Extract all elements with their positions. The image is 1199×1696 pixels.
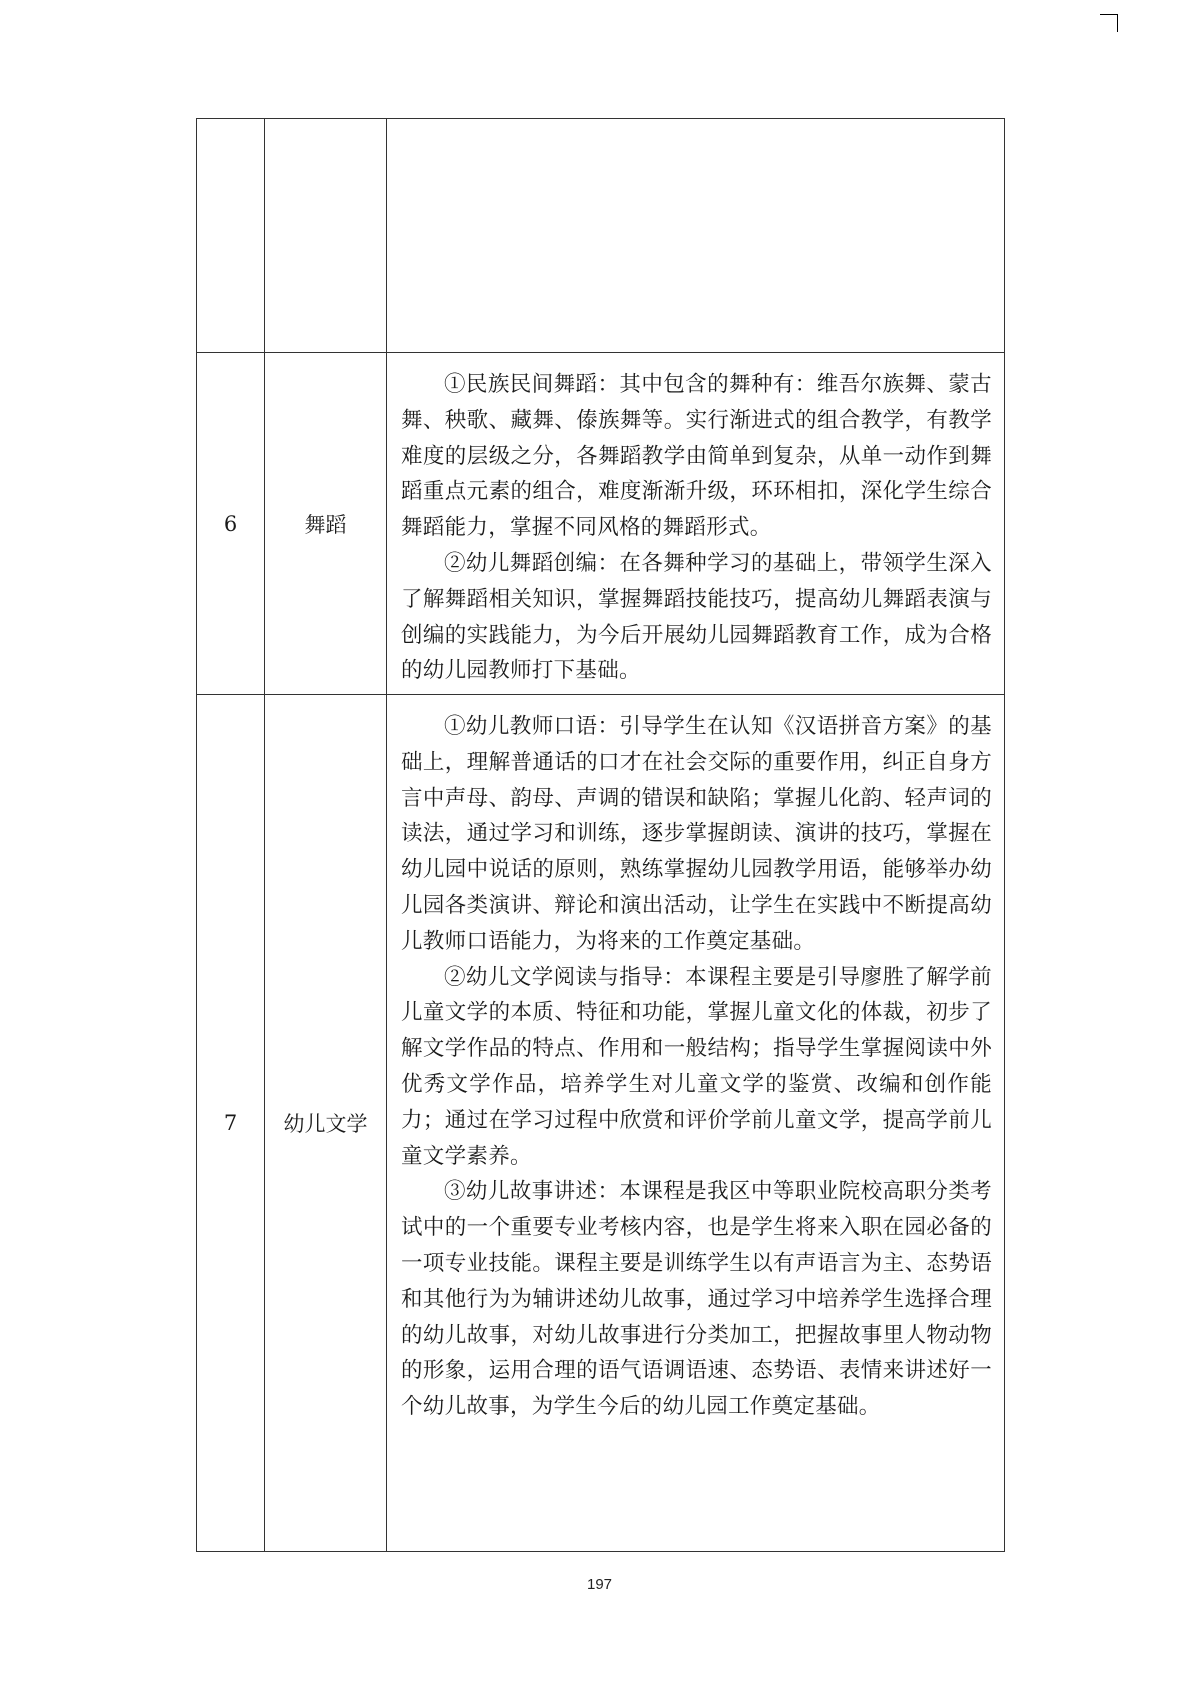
crop-mark-horizontal (1100, 14, 1118, 15)
content-paragraph: ②幼儿舞蹈创编：在各舞种学习的基础上，带领学生深入了解舞蹈相关知识，掌握舞蹈技能技巧，提高幼儿舞蹈表演与创编的实践能力，为今后开展幼儿园舞蹈教育工作，成为合格的幼儿园教师打下基础。 (401, 550, 992, 684)
course-name: 幼儿文学 (265, 695, 387, 1552)
course-table (196, 118, 1005, 1552)
content-paragraph: ②幼儿文学阅读与指导：本课程主要是引导廖胜了解学前儿童文学的本质、特征和功能，掌握儿童文化的体裁，初步了解文学作品的特点、作用和一般结构；指导学生掌握阅读中外优秀文学作品，培养学生对儿童文学的鉴赏、改编和创作能力；通过在学习过程中欣赏和评价学前儿童文学，提高学前儿童文学素养。 (401, 964, 992, 1169)
crop-mark-vertical (1117, 14, 1118, 32)
content-paragraph: ①幼儿教师口语：引导学生在认知《汉语拼音方案》的基础上，理解普通话的口才在社会交际的重要作用，纠正自身方言中声母、韵母、声调的错误和缺陷；掌握儿化韵、轻声词的读法，通过学习和训练，逐步掌握朗读、演讲的技巧，掌握在幼儿园中说话的原则，熟练掌握幼儿园教学用语，能够举办幼儿园各类演讲、辩论和演出活动，让学生在实践中不断提高幼儿教师口语能力，为将来的工作奠定基础。 (401, 714, 992, 954)
content-paragraph: ③幼儿故事讲述：本课程是我区中等职业院校高职分类考试中的一个重要专业考核内容，也是学生将来入职在园必备的一项专业技能。课程主要是训练学生以有声语言为主、态势语和其他行为为辅讲述幼儿故事，通过学习中培养学生选择合理的幼儿故事，对幼儿故事进行分类加工，把握故事里人物动物的形象，运用合理的语气语调语速、态势语、表情来讲述好一个幼儿故事，为学生今后的幼儿园工作奠定基础。 (401, 1179, 992, 1420)
course-content (387, 695, 1005, 1552)
table-row (197, 695, 1005, 1552)
table-row (197, 119, 1005, 353)
row-number: 7 (197, 695, 265, 1552)
course-name: 舞蹈 (265, 353, 387, 695)
table-row (197, 353, 1005, 695)
content-paragraph: ①民族民间舞蹈：其中包含的舞种有：维吾尔族舞、蒙古舞、秧歌、藏舞、傣族舞等。实行渐进式的组合教学，有教学难度的层级之分，各舞蹈教学由简单到复杂，从单一动作到舞蹈重点元素的组合，难度渐渐升级，环环相扣，深化学生综合舞蹈能力，掌握不同风格的舞蹈形式。 (401, 372, 992, 541)
course-content (387, 119, 1005, 353)
course-name (265, 119, 387, 353)
row-number: 6 (197, 353, 265, 695)
page-number: 197 (586, 1576, 613, 1593)
course-content (387, 353, 1005, 695)
row-number (197, 119, 265, 353)
